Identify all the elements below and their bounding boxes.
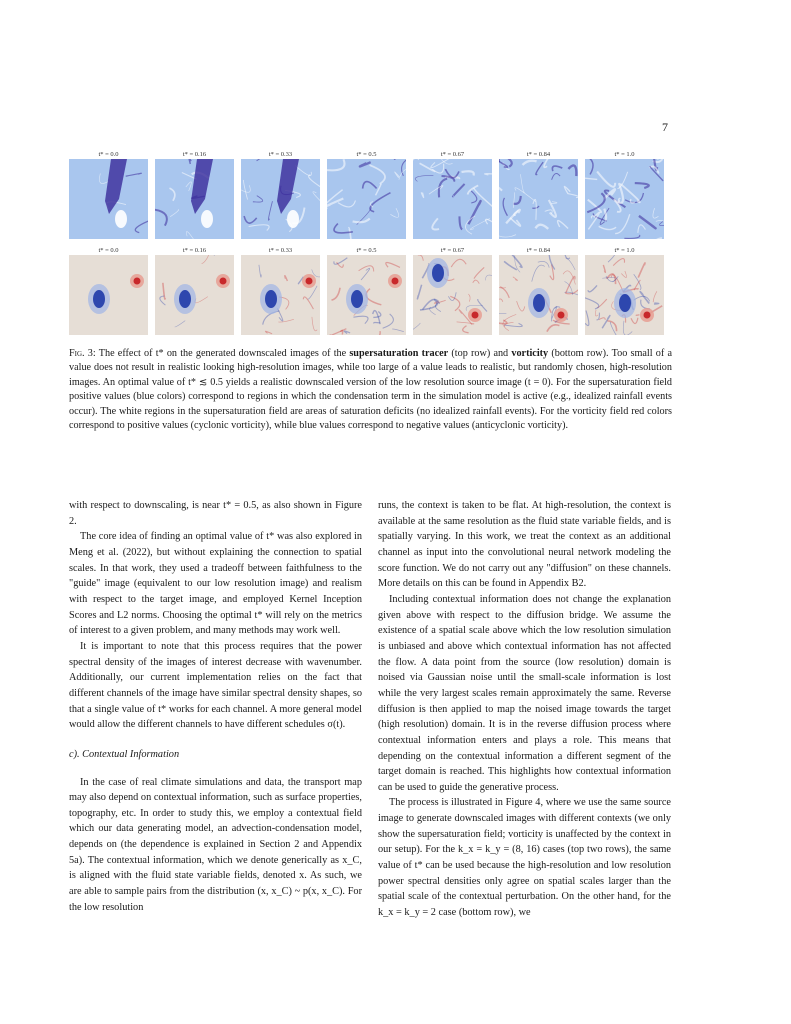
tracer-panel <box>413 150 492 239</box>
caption-bold-vorticity: vorticity <box>511 348 549 359</box>
right-column <box>378 498 671 921</box>
vorticity-panel-image <box>499 255 578 335</box>
section-heading-contextual-information: c). Contextual Information <box>69 748 180 760</box>
tracer-panel <box>241 150 320 239</box>
vorticity-panel-label: t* = 0.5 <box>356 247 377 254</box>
tracer-panel <box>69 150 148 239</box>
vorticity-panel-label: t* = 0.33 <box>268 247 293 254</box>
tracer-panel <box>499 150 578 239</box>
vorticity-panel <box>155 246 234 335</box>
tracer-row <box>69 150 669 239</box>
tracer-panel-image <box>413 159 492 239</box>
tracer-panel <box>585 150 664 239</box>
vorticity-panel-image <box>155 255 234 335</box>
tracer-panel-label: t* = 0.33 <box>268 151 293 158</box>
vorticity-panel <box>413 246 492 335</box>
vorticity-panel-image <box>241 255 320 335</box>
caption-bold-tracer: supersaturation tracer <box>349 348 449 359</box>
caption-text-3: (bottom row). Too small of a value does not result in realistic looking high-resolution images, while too large of a value leads to realistic, but randomly chosen, high-resolution images. An optimal value of t* ≲ 0.5 yields a realistic downscaled version of the low resolution source image (t = 0). For the supersaturation field positive values (blue colors) correspond to regions in which the condensation term in the simulation model is active (e.g., idealized rainfall events occur). The white regions in the supersaturation field are areas of saturation deficits (no idealized rainfall events). For the vorticity field red colors correspond to positive values (cyclonic vorticity), while blue values correspond to negative values (anticyclonic vorticity). <box>69 348 672 432</box>
tracer-panel <box>327 150 406 239</box>
vorticity-panel-label: t* = 0.67 <box>440 247 465 254</box>
tracer-panel-label: t* = 0.67 <box>440 151 465 158</box>
vorticity-panel-label: t* = 0.0 <box>98 247 119 254</box>
right-paragraph-3: The process is illustrated in Figure 4, where we use the same source image to generate downscaled images with different contexts (we only show the supersaturation field; vorticity is unaffected by the context in our setup). For the k_x = k_y = (8, 16) cases (top two rows), the same value of t* can be used because the high-resolution and low resolution power spectral densities only agree on spatial scales larger than the spatial scale of the contextual perturbation. On the other hand, for the k_x = k_y = 2 case (bottom row), we <box>378 797 671 919</box>
tracer-panel-image <box>327 159 406 239</box>
right-paragraph-2: Including contextual information does not change the explanation given above with respect to the diffusion bridge. We assume the existence of a spatial scale above which the low resolution simulation is unbiased and above which contextual information has not affected the flow. A data point from the source (low resolution) domain is noised via Gaussian noise until the small-scale information is lost while the very largest scales remain approximately the same. Reverse diffusion is then applied to map the noised image towards the target (high resolution) domain. It is in the reverse diffusion process where contextual information enters and plays a role. This means that depending on the contextual information a different segment of the target domain is reached. This highlights how contextual information can be used to guide the generative process. <box>378 593 671 793</box>
vorticity-panel <box>327 246 406 335</box>
tracer-panel-image <box>69 159 148 239</box>
tracer-panel-label: t* = 0.5 <box>356 151 377 158</box>
vorticity-panel-label: t* = 1.0 <box>614 247 635 254</box>
caption-text-2: (top row) and <box>448 348 512 359</box>
vorticity-panel <box>69 246 148 335</box>
vorticity-panel-image <box>327 255 406 335</box>
tracer-panel-label: t* = 0.0 <box>98 151 119 158</box>
tracer-panel <box>155 150 234 239</box>
vorticity-panel <box>241 246 320 335</box>
left-column <box>69 498 362 915</box>
tracer-panel-label: t* = 1.0 <box>614 151 635 158</box>
vorticity-panel <box>499 246 578 335</box>
tracer-panel-image <box>499 159 578 239</box>
left-paragraph-1: with respect to downscaling, is near t* = 0.5, as also shown in Figure 2. <box>69 500 362 527</box>
tracer-panel-label: t* = 0.84 <box>526 151 551 158</box>
figure-3 <box>69 150 669 335</box>
vorticity-panel-image <box>585 255 664 335</box>
vorticity-panel <box>585 246 664 335</box>
tracer-panel-image <box>155 159 234 239</box>
right-paragraph-1: runs, the context is taken to be flat. At high-resolution, the context is available at the same resolution as the fluid state variable fields, and is spatially varying. In this work, we treat the context as an additional channel as input into the convolutional neural network modeling the score function. We do not carry out any "diffusion" on these channels. More details on this can be found in Appendix B2. <box>378 500 671 590</box>
vorticity-panel-image <box>69 255 148 335</box>
tracer-panel-label: t* = 0.16 <box>182 151 207 158</box>
vorticity-panel-image <box>413 255 492 335</box>
left-paragraph-2: The core idea of finding an optimal value of t* was also explored in Meng et al. (2022), but without explaining the connection to spatial scales. In that work, they used a tradeoff between faithfulness to the "guide" image (equivalent to our low resolution image) and realism with respect to the target image, and employed Kernel Inception Scores and L2 norms. Choosing the optimal t* will rely on the metrics of interest to a given problem, and many methods may work well. <box>69 531 362 637</box>
left-paragraph-4: In the case of real climate simulations and data, the transport map may also depend on contextual information, such as surface properties, topography, etc. In order to study this, we employ a contextual field which our data generating model, an advection-condensation model, depends on (the dependence is explained in Section 2 and Appendix 5a). The contextual information, which we denote generically as x_C, is aligned with the fluid state variable fields, denoted x. As such, we are able to sample pairs from the distribution (x, x_C) ~ p(x, x_C). For the low resolution <box>69 776 362 913</box>
figure-caption <box>69 347 672 433</box>
caption-label: Fig. 3: <box>69 348 96 359</box>
vorticity-row <box>69 246 669 335</box>
page-number: 7 <box>662 120 668 134</box>
tracer-panel-image <box>585 159 664 239</box>
vorticity-panel-label: t* = 0.16 <box>182 247 207 254</box>
left-paragraph-3: It is important to note that this process requires that the power spectral density of the images of interest decrease with wavenumber. Additionally, our current implementation relies on the fact that different channels of the image have similar spectral density shapes, so that a single value of t* works for each channel. A more general model would allow the different channels to have different schedules σ(t). <box>69 640 362 731</box>
vorticity-panel-label: t* = 0.84 <box>526 247 551 254</box>
caption-text-1: The effect of t* on the generated downscaled images of the <box>98 348 350 359</box>
tracer-panel-image <box>241 159 320 239</box>
